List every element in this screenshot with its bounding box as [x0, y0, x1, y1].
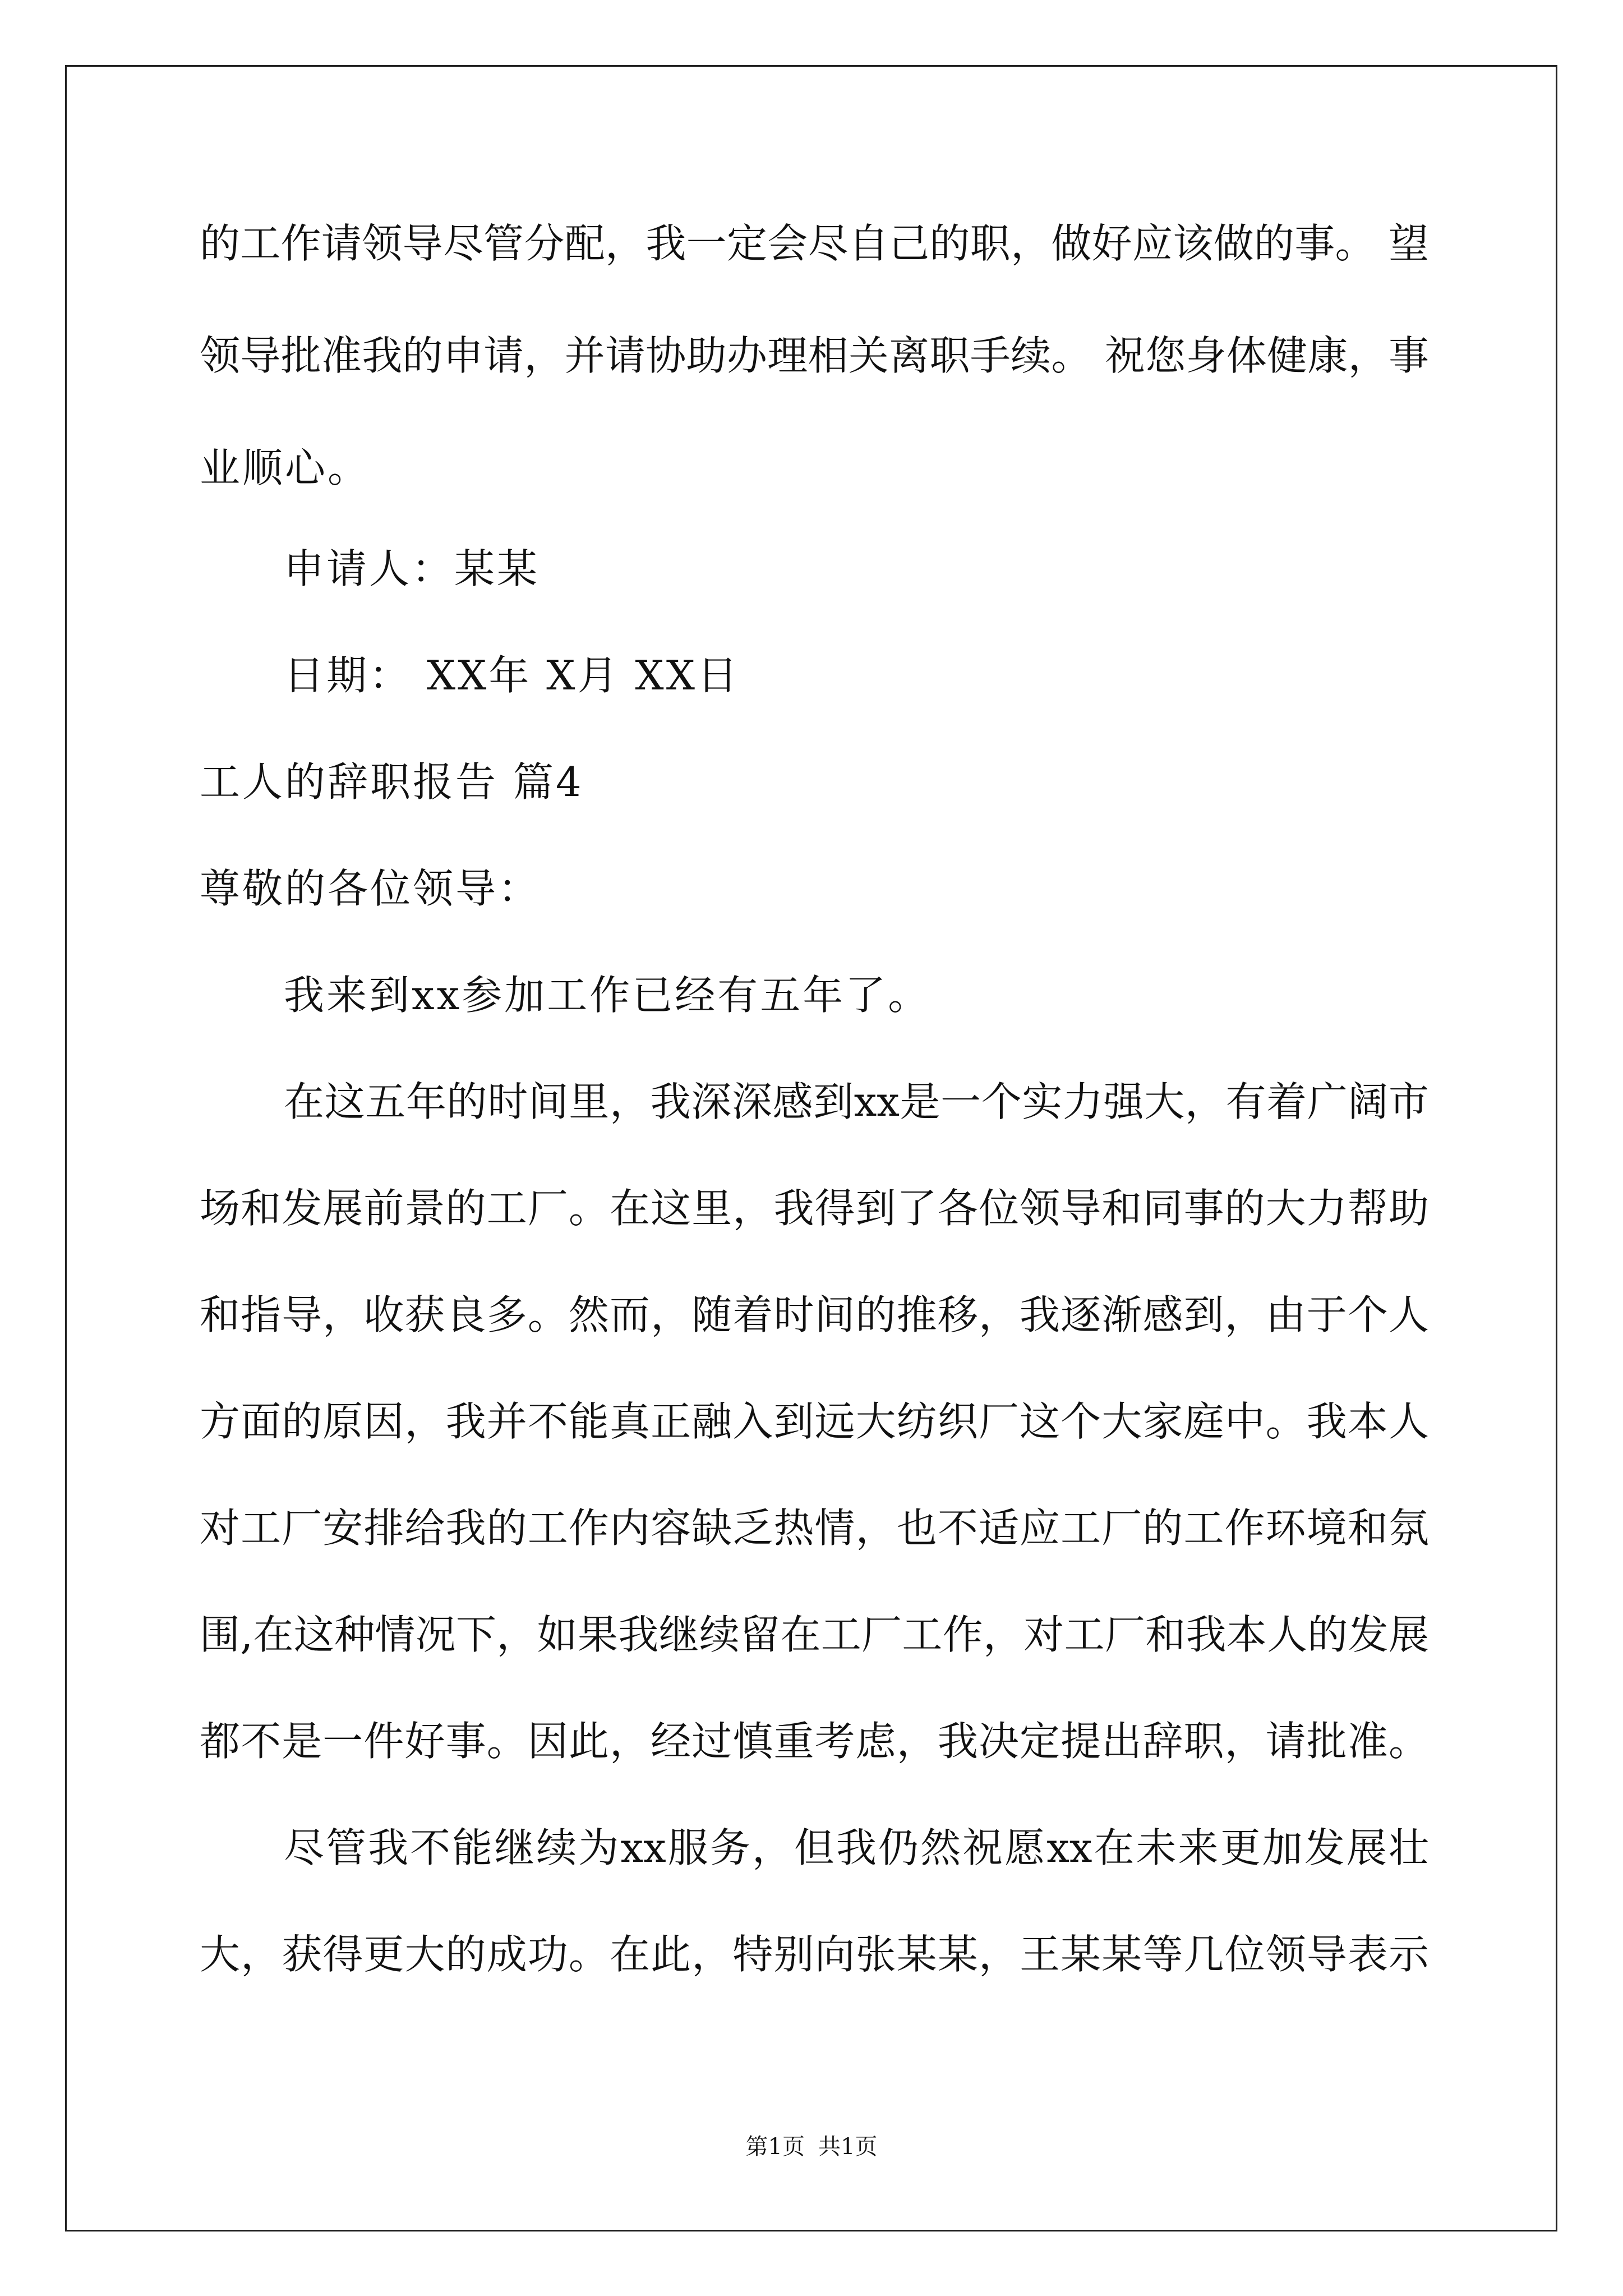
- date-line: 日期： XX年 X月 XX日: [284, 652, 740, 699]
- body-line: 尽管我不能继续为xx服务，但我仍然祝愿xx在未来更加发展壮: [284, 1824, 1429, 1871]
- body-line: 领导批准我的申请，并请协助办理相关离职手续。 祝您身体健康，事: [200, 332, 1429, 379]
- page-number: 第1页: [745, 2134, 805, 2160]
- page-border: [65, 65, 1557, 2231]
- body-line: 我来到xx参加工作已经有五年了。: [284, 972, 931, 1019]
- body-line: 围,在这种情况下，如果我继续留在工厂工作，对工厂和我本人的发展: [200, 1611, 1429, 1658]
- body-line: 对工厂安排给我的工作内容缺乏热情，也不适应工厂的工作环境和氛: [200, 1504, 1429, 1552]
- body-line: 都不是一件好事。因此，经过慎重考虑，我决定提出辞职，请批准。: [200, 1718, 1429, 1765]
- body-line: 在这五年的时间里，我深深感到xx是一个实力强大，有着广阔市: [284, 1078, 1429, 1125]
- body-line: 场和发展前景的工厂。在这里，我得到了各位领导和同事的大力帮助: [200, 1185, 1429, 1232]
- body-line: 方面的原因，我并不能真正融入到远大纺织厂这个大家庭中。我本人: [200, 1398, 1429, 1445]
- salutation: 尊敬的各位领导：: [200, 865, 541, 912]
- body-line: 和指导，收获良多。然而，随着时间的推移，我逐渐感到，由于个人: [200, 1291, 1429, 1338]
- body-line: 业顺心。: [200, 444, 371, 491]
- page-total: 共1页: [818, 2134, 878, 2160]
- body-line: 的工作请领导尽管分配，我一定会尽自己的职，做好应该做的事。 望: [200, 220, 1429, 267]
- page-footer: [0, 2136, 1623, 2158]
- applicant-line: 申请人：某某: [284, 545, 540, 592]
- body-line: 大，获得更大的成功。在此，特别向张某某，王某某等几位领导表示: [200, 1931, 1429, 1978]
- section-heading: 工人的辞职报告 篇4: [200, 758, 584, 806]
